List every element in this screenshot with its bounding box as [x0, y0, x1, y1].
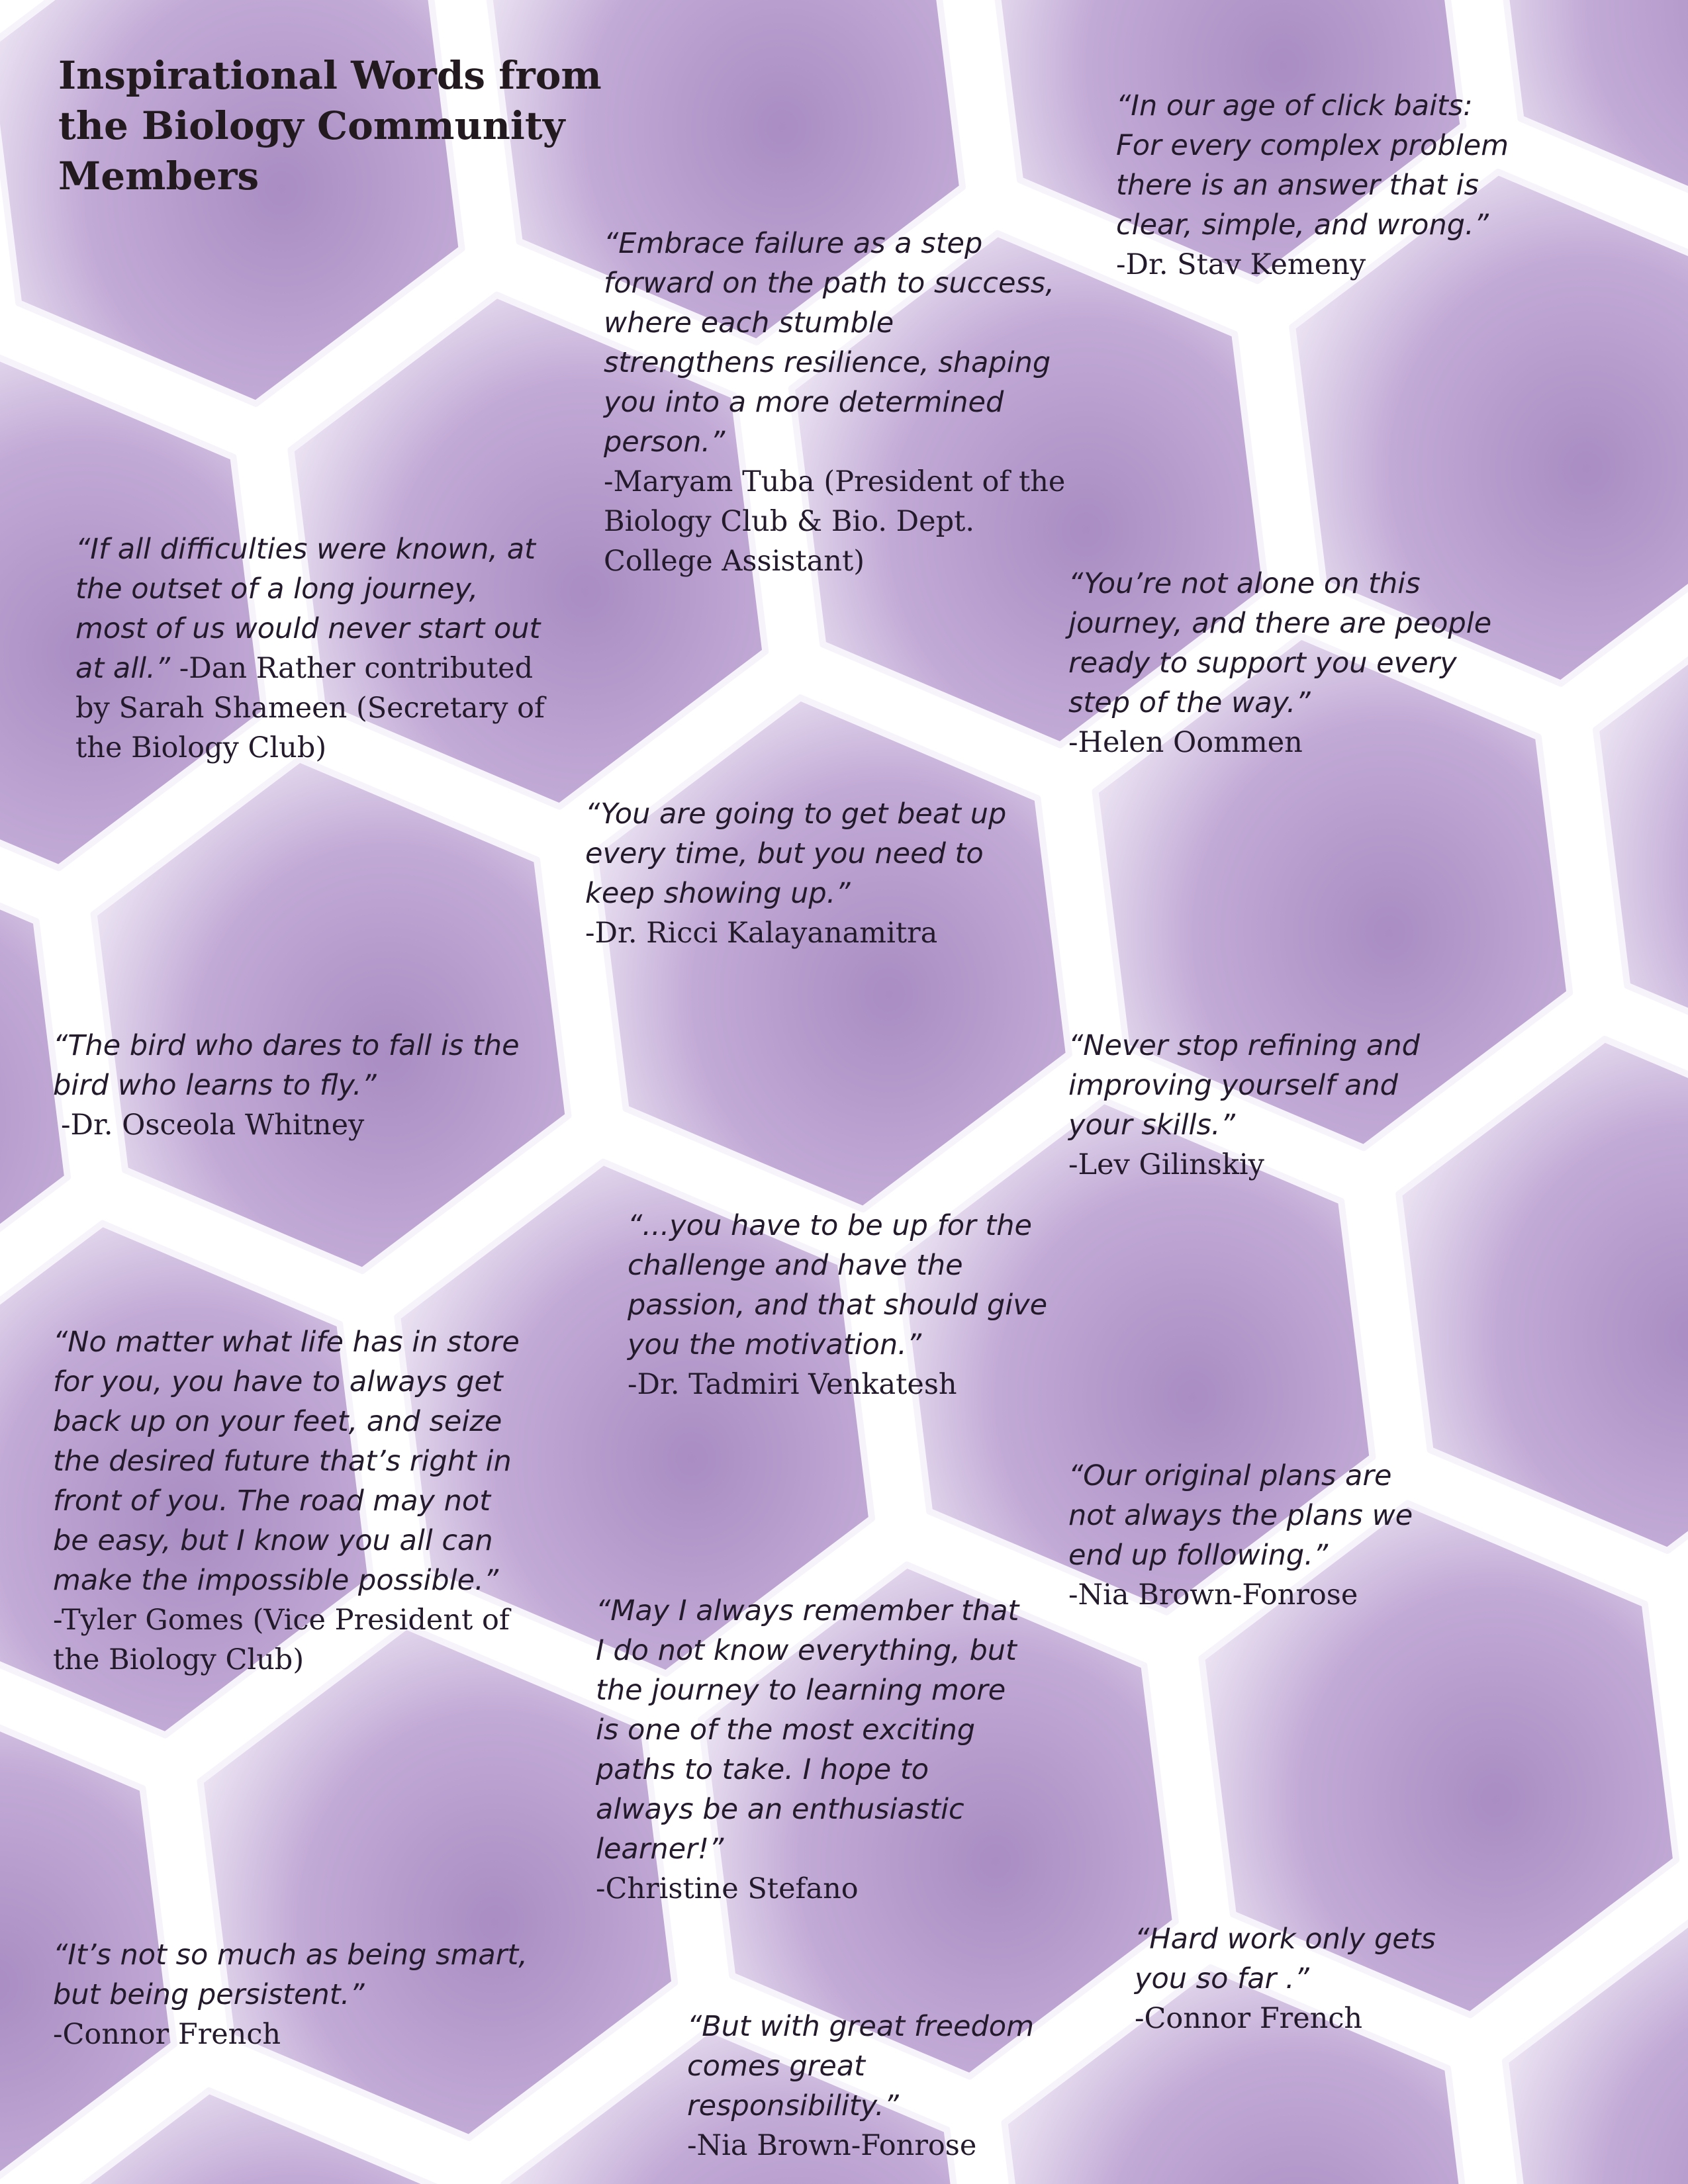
quote-block	[596, 1591, 1019, 1909]
quote-author: -Connor French	[1135, 2002, 1363, 2035]
quote-author: -Christine Stefano	[596, 1872, 859, 1905]
quote-block	[1116, 86, 1526, 285]
quote-block	[1135, 1919, 1479, 2038]
quote-author: -Nia Brown-Fonrose	[687, 2129, 977, 2162]
quote-author: -Maryam Tuba (President of the Biology Club & Bio. Dept. College Assistant)	[604, 465, 1066, 578]
quote-author: -Dr. Tadmiri Venkatesh	[628, 1368, 957, 1401]
quote-text: “Our original plans are not always the plans we end up following.”	[1068, 1459, 1413, 1572]
quote-text: “If all difficulties were known, at the outset of a long journey, most of us would never start out at all.”	[75, 533, 541, 685]
quote-block	[53, 1322, 530, 1680]
quote-block	[1068, 1456, 1439, 1615]
quote-block	[604, 224, 1067, 581]
quote-author: -Lev Gilinskiy	[1068, 1148, 1264, 1181]
quote-text: “May I always remember that I do not know everything, but the journey to learning more is one of the most exciting paths to take. I hope to always be an enthusiastic learner!”	[596, 1594, 1019, 1866]
quote-block	[53, 1026, 556, 1145]
quote-author: -Helen Oommen	[1068, 726, 1303, 759]
quote-block	[1068, 1026, 1446, 1185]
quote-block	[75, 529, 552, 768]
quote-text: “In our age of click baits: For every complex problem there is an answer that is clear, simple, and wrong.”	[1116, 89, 1509, 242]
quote-author: -Dr. Osceola Whitney	[61, 1109, 365, 1142]
page-title: Inspirational Words from the Biology Community Members	[58, 53, 602, 199]
quote-text: “...you have to be up for the challenge and have the passion, and that should give you the motivation.”	[628, 1209, 1048, 1361]
quote-author: -Connor French	[53, 2018, 281, 2051]
quote-block	[53, 1935, 556, 2054]
quote-author: -Dan Rather contributed by Sarah Shameen (Secretary of the Biology Club)	[75, 652, 545, 764]
quote-block	[628, 1206, 1064, 1404]
quote-block	[1068, 564, 1519, 762]
quote-text: “You’re not alone on this journey, and there are people ready to support you every step of the way.”	[1068, 567, 1492, 719]
quote-text: “Embrace failure as a step forward on the path to success, where each stumble strengthens resilience, shaping you into a more determined person.”	[604, 227, 1055, 459]
quote-author: -Nia Brown-Fonrose	[1068, 1578, 1358, 1612]
quote-text: “It’s not so much as being smart, but being persistent.”	[53, 1938, 528, 2011]
quote-text: “But with great freedom comes great responsibility.”	[687, 2010, 1034, 2122]
quote-text: “No matter what life has in store for you, you have to always get back up on your feet, and seize the desired future that’s right in front of you. The road may not be easy, but I know you all can make the impossible possible.”	[53, 1326, 520, 1597]
quote-text: “The bird who dares to fall is the bird who learns to fly.”	[53, 1029, 520, 1102]
quote-text: “You are going to get beat up every time, but you need to keep showing up.”	[585, 797, 1007, 910]
quote-text: “Hard work only gets you so far .”	[1135, 1923, 1436, 1995]
quote-author: -Dr. Stav Kemeny	[1116, 248, 1366, 281]
quote-block	[585, 794, 1042, 953]
quote-text: “Never stop refining and improving yourself and your skills.”	[1068, 1029, 1420, 1142]
quote-author: -Dr. Ricci Kalayanamitra	[585, 917, 938, 950]
quote-author: -Tyler Gomes (Vice President of the Biology Club)	[53, 1604, 510, 1676]
quote-block	[687, 2007, 1058, 2165]
